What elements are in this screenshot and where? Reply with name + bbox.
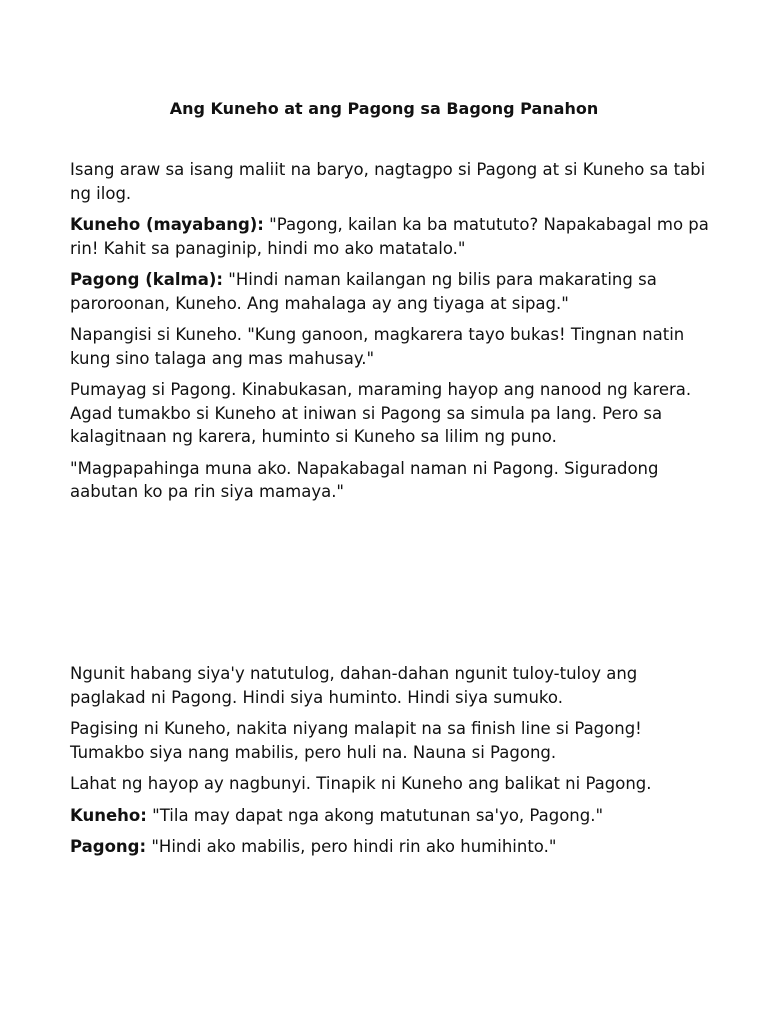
dialogue-text: "Hindi ako mabilis, pero hindi rin ako humihinto." — [146, 837, 557, 856]
paragraph — [70, 457, 710, 504]
dialogue-text: "Pagong, kailan ka ba matututo? Napakabagal mo pa rin! Kahit sa panaginip, hindi mo ako matatalo." — [70, 215, 709, 258]
paragraph-text: Lahat ng hayop ay nagbunyi. Tinapik ni Kuneho ang balikat ni Pagong. — [70, 774, 652, 793]
speaker-label: Kuneho (mayabang): — [70, 215, 264, 234]
paragraph — [70, 158, 710, 205]
paragraph-text: Napangisi si Kuneho. "Kung ganoon, magkarera tayo bukas! Tingnan natin kung sino talaga ang mas mahusay." — [70, 325, 685, 368]
paragraph-text: Pagising ni Kuneho, nakita niyang malapit na sa finish line si Pagong! Tumakbo siya nang mabilis, pero huli na. Nauna si Pagong. — [70, 719, 642, 762]
dialogue-paragraph — [70, 835, 710, 859]
story-section-2 — [70, 662, 710, 867]
paragraph-text: "Magpapahinga muna ako. Napakabagal naman ni Pagong. Siguradong aabutan ko pa rin siya mamaya." — [70, 458, 659, 501]
speaker-label: Pagong (kalma): — [70, 270, 224, 289]
paragraph — [70, 717, 710, 764]
paragraph-text: Isang araw sa isang maliit na baryo, nagtagpo si Pagong at si Kuneho sa tabi ng ilog. — [70, 160, 706, 203]
dialogue-paragraph — [70, 804, 710, 828]
paragraph — [70, 662, 710, 709]
paragraph-text: Pumayag si Pagong. Kinabukasan, maraming hayop ang nanood ng karera. Agad tumakbo si Kuneho at iniwan si Pagong sa simula pa lang. Pero sa kalagitnaan ng karera, huminto si Kuneho sa lilim ng puno. — [70, 380, 692, 446]
speaker-label: Kuneho: — [70, 805, 147, 825]
story-section-1 — [70, 158, 710, 512]
document-title: Ang Kuneho at ang Pagong sa Bagong Panahon — [169, 99, 599, 118]
dialogue-paragraph — [70, 268, 710, 315]
dialogue-text: "Tila may dapat nga akong matutunan sa'yo, Pagong." — [146, 805, 604, 825]
paragraph — [70, 378, 710, 449]
dialogue-text: "Hindi naman kailangan ng bilis para makarating sa paroroonan, Kuneho. Ang mahalaga ay ang tiyaga at sipag." — [70, 270, 657, 313]
paragraph — [70, 323, 710, 370]
dialogue-paragraph — [70, 213, 710, 260]
speaker-label: Pagong: — [70, 837, 147, 856]
paragraph-text: Ngunit habang siya'y natutulog, dahan-dahan ngunit tuloy-tuloy ang paglakad ni Pagong. Hindi siya huminto. Hindi siya sumuko. — [70, 664, 638, 707]
paragraph — [70, 772, 710, 796]
